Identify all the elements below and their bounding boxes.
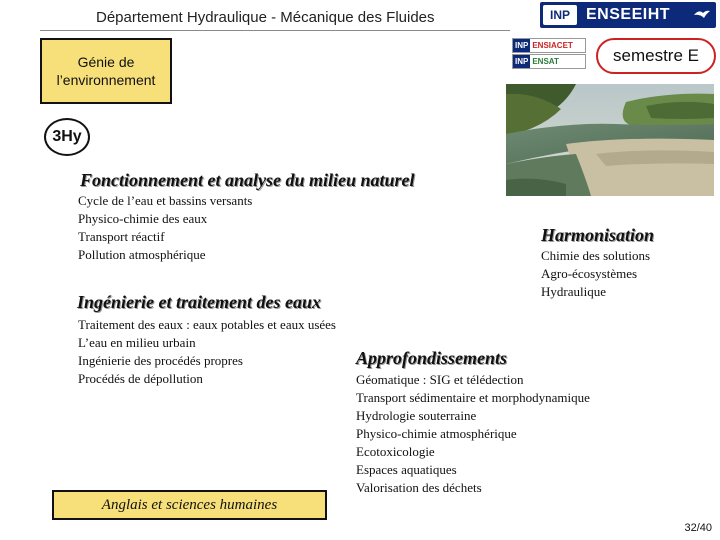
harmonisation-list [541, 247, 650, 301]
section-title-fonctionnement: Fonctionnement et analyse du milieu naturel [80, 170, 415, 190]
approfondissements-list [356, 371, 590, 497]
list-item: Ecotoxicologie [356, 444, 435, 459]
list-item: Pollution atmosphérique [78, 247, 206, 262]
ensat-logo [512, 54, 586, 69]
section-title-approfondissements: Approfondissements [356, 348, 508, 368]
river-photo [506, 84, 714, 196]
list-item: Valorisation des déchets [356, 480, 482, 495]
list-item: L’eau en milieu urbain [78, 335, 196, 350]
list-item: Physico-chimie atmosphérique [356, 426, 517, 441]
enseeiht-logo-text: ENSEEIHT [586, 6, 671, 23]
genie-line-1: Génie de [77, 54, 135, 70]
header-title: Département Hydraulique - Mécanique des Fluides [96, 9, 435, 26]
list-item: Ingénierie des procédés propres [78, 353, 243, 368]
bird-icon [694, 9, 710, 19]
inp-logo-text: INP [543, 5, 577, 25]
list-item: Transport réactif [78, 229, 165, 244]
fonctionnement-list [78, 192, 252, 264]
list-item: Hydraulique [541, 284, 606, 299]
section-title-harmonisation: Harmonisation [541, 225, 655, 245]
ensiacet-logo-text: ENSIACET [532, 41, 573, 50]
ingenierie-list [78, 316, 336, 388]
list-item: Chimie des solutions [541, 248, 651, 263]
list-item: Traitement des eaux : eaux potables et eaux usées [78, 317, 336, 332]
ensat-logo-prefix: INP [515, 57, 529, 66]
section-title-ingenierie: Ingénierie et traitement des eaux [77, 292, 321, 312]
ensat-logo-text: ENSAT [532, 57, 559, 66]
genie-line-2: l’environnement [56, 72, 156, 88]
list-item: Géomatique : SIG et télédection [356, 372, 524, 387]
list-item: Agro-écosystèmes [541, 266, 638, 281]
list-item: Physico-chimie des eaux [78, 211, 208, 226]
list-item: Procédés de dépollution [78, 371, 203, 386]
list-item: Hydrologie souterraine [356, 408, 477, 423]
list-item: Cycle de l’eau et bassins versants [78, 193, 253, 208]
list-item: Transport sédimentaire et morphodynamique [356, 390, 590, 405]
list-item: Espaces aquatiques [356, 462, 457, 477]
ensiacet-logo-prefix: INP [515, 41, 529, 50]
enseeiht-logo [540, 2, 716, 28]
semestre-badge: semestre E [596, 38, 716, 74]
header-divider [40, 30, 510, 31]
program-badge: 3Hy [44, 118, 90, 156]
genie-environnement-box [40, 38, 172, 104]
ensiacet-logo [512, 38, 586, 53]
page-number: 32/40 [684, 522, 712, 534]
anglais-sciences-humaines-box: Anglais et sciences humaines [52, 490, 327, 520]
